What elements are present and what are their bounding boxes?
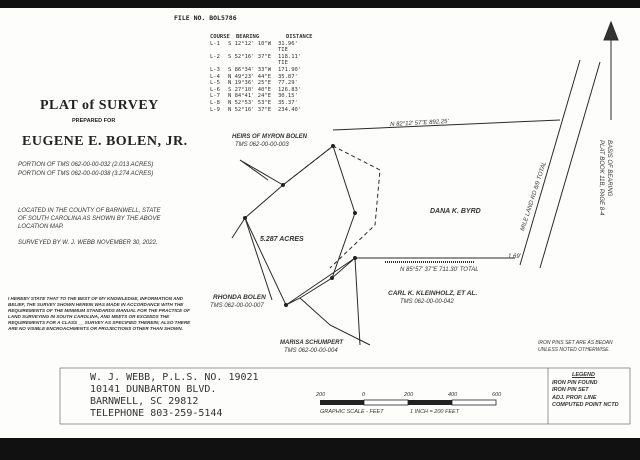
course-distance: 118.11' TIE [278,53,302,67]
legend-item: IRON PIN SET [552,387,589,393]
course-distance: 171.90' [278,66,302,73]
basis-reference: PLAT BOOK 11B, PAGE 8-4 [598,140,604,216]
course-bearing: S 86°34' 33"W [228,66,272,73]
course-id: L-9 [210,106,220,113]
marisa-tms: TMS 062-00-00-004 [284,348,338,354]
heirs-label: HEIRS OF MYRON BOLEN [232,134,308,140]
carl-tms: TMS 062-00-00-042 [400,299,454,305]
location-line-1: LOCATED IN THE COUNTY OF BARNWELL, STATE [18,208,161,214]
south-bearing-label: N 85°57' 37"E 711.30' TOTAL [400,267,479,273]
legend [552,372,619,410]
iron-pin-marker [281,183,285,187]
iron-pin-marker [243,216,247,220]
course-bearing: N 52°53' 53"E [228,99,272,106]
acreage-label: 5.287 ACRES [260,236,304,243]
rhonda-label: RHONDA BOLEN [213,294,266,301]
road-label: MILE LAND RD 8/9 TOTAL [520,161,549,232]
north-arrow [604,22,618,40]
course-row [210,107,316,114]
course-bearing: N 19°36' 25"E [228,80,272,87]
course-row [210,93,316,100]
course-distance: 30.15' [278,93,298,100]
course-id: L-6 [210,86,220,93]
legend-item: COMPUTED POINT NCTD [552,402,619,408]
course-row [210,80,316,87]
legend-title: LEGEND [572,372,595,378]
course-row [210,67,316,74]
lower-lot-line-a [286,258,355,305]
iron-pin-note-2: UNLESS NOTED OTHERWISE. [538,347,610,353]
course-id: L-1 [210,40,220,47]
surveyor-address-2: BARNWELL, SC 29812 [90,396,199,407]
iron-pin-marker [353,211,357,215]
scale-tick: 600 [492,392,502,398]
header-course: COURSE [210,34,230,40]
course-row [210,54,316,67]
portion-tms-2: PORTION OF TMS 062-00-00-038 (3.274 ACRES) [18,171,154,177]
distance-label: 1.69' [508,254,521,260]
iron-pin-marker [331,144,335,148]
basis-of-bearing-label: BASIS OF BEARING [606,140,612,197]
file-number: FILE NO. BOL5786 [174,14,237,22]
course-distance: 31.96' TIE [278,40,298,54]
course-row [210,74,316,81]
course-id: L-2 [210,53,220,60]
scale-ratio: 1 INCH = 200 FEET [410,409,460,415]
scale-tick: 200 [404,392,414,398]
course-distance: 234.40' [278,106,302,113]
parcel-boundary [245,146,355,305]
graphic-scale-bar [320,400,496,405]
west-lot-line [245,218,272,300]
carl-label: CARL K. KLEINHOLZ, ET AL. [388,290,478,297]
course-distance: 35.87' [278,73,298,80]
tie-line-l4 [232,218,245,238]
header-distance: DISTANCE [286,34,313,40]
north-bearing-label: N 82°12' 57"E 892.25' [390,118,449,128]
tie-line-l1 [240,160,283,185]
surveyor-certification: I HEREBY STATE THAT TO THE BEST OF MY KNOWLEDGE, INFORMATION AND BELIEF, THE SURVEY SHOWN HEREIN WAS MADE IN ACCORDANCE WITH THE REQUIREMENTS OF THE MINIMUM STANDARDS MANUAL FOR THE PRACTICE OF LAND SURVEYING IN SOUTH CAROLINA, AND MEETS OR EXCEEDS THE REQUIREMENTS FOR A CLASS __ SURVEY AS SPECIFIED THEREIN; ALSO THERE ARE NO VISIBLE ENCROACHMENTS OR PROJECTIONS OTHER THAN SHOWN. [8,296,191,331]
course-id: L-8 [210,99,220,106]
course-row [210,100,316,107]
location-line-3: LOCATION MAP. [18,224,64,230]
course-bearing: N 52°16' 37"E [228,106,272,113]
course-bearing: S 27°10' 40"E [228,86,272,93]
header-bearing: BEARING [236,34,260,40]
course-id: L-3 [210,66,220,73]
course-id: L-7 [210,93,220,100]
course-distance: 35.37' [278,99,298,106]
scale-tick: 200 [316,392,326,398]
surveyor-address-1: 10141 DUNBARTON BLVD. [90,384,217,395]
legend-item: IRON PIN FOUND [552,379,598,386]
location-line-2: OF SOUTH CAROLINA AS SHOWN BY THE ABOVE [18,216,161,222]
surveyor-name: W. J. WEBB, P.L.S. NO. 19021 [90,372,259,383]
surveyor-phone: TELEPHONE 803-259-5144 [90,408,223,419]
course-distance: 77.29' [278,80,298,87]
adjacent-dashed-parcel [283,146,380,268]
course-row [210,41,316,54]
legend-item: ADJ. PROP. LINE [552,394,597,401]
course-distance: 126.83' [278,86,302,93]
iron-pin-marker [284,303,288,307]
surveyor-block [90,372,259,420]
course-bearing: N 84°41' 24"E [228,93,272,100]
course-table-header [210,34,316,41]
iron-pin-marker [330,276,334,280]
scale-tick: 400 [448,392,458,398]
scale-caption: GRAPHIC SCALE - FEET [320,409,384,415]
portion-tms-1: PORTION OF TMS 062-00-00-032 (2.013 ACRES) [18,162,154,168]
iron-pin-note-1: IRON PINS SET ARE AS BEDAN [538,340,613,346]
rhonda-tms: TMS 062-00-00-007 [210,303,264,309]
course-id: L-4 [210,73,220,80]
course-bearing: N 49°23' 44"E [228,73,272,80]
surveyed-by: SURVEYED BY W. J. WEBB NOVEMBER 30, 2022. [18,240,158,246]
course-id: L-5 [210,80,220,87]
course-bearing: S 52°16' 37"E [228,53,272,60]
course-row [210,87,316,94]
iron-pin-marker [353,256,357,260]
dana-label: DANA K. BYRD [430,208,481,215]
plat-title: PLAT of SURVEY [40,98,159,113]
course-bearing: S 12°12' 10"W [228,40,272,47]
prepared-for-label: PREPARED FOR [72,118,116,124]
heirs-tms: TMS 062-00-00-003 [235,142,289,148]
course-table [210,34,316,113]
owner-name: EUGENE E. BOLEN, JR. [22,134,188,149]
scale-tick: 0 [362,392,366,398]
marisa-label: MARISA SCHUMPERT [280,340,344,346]
